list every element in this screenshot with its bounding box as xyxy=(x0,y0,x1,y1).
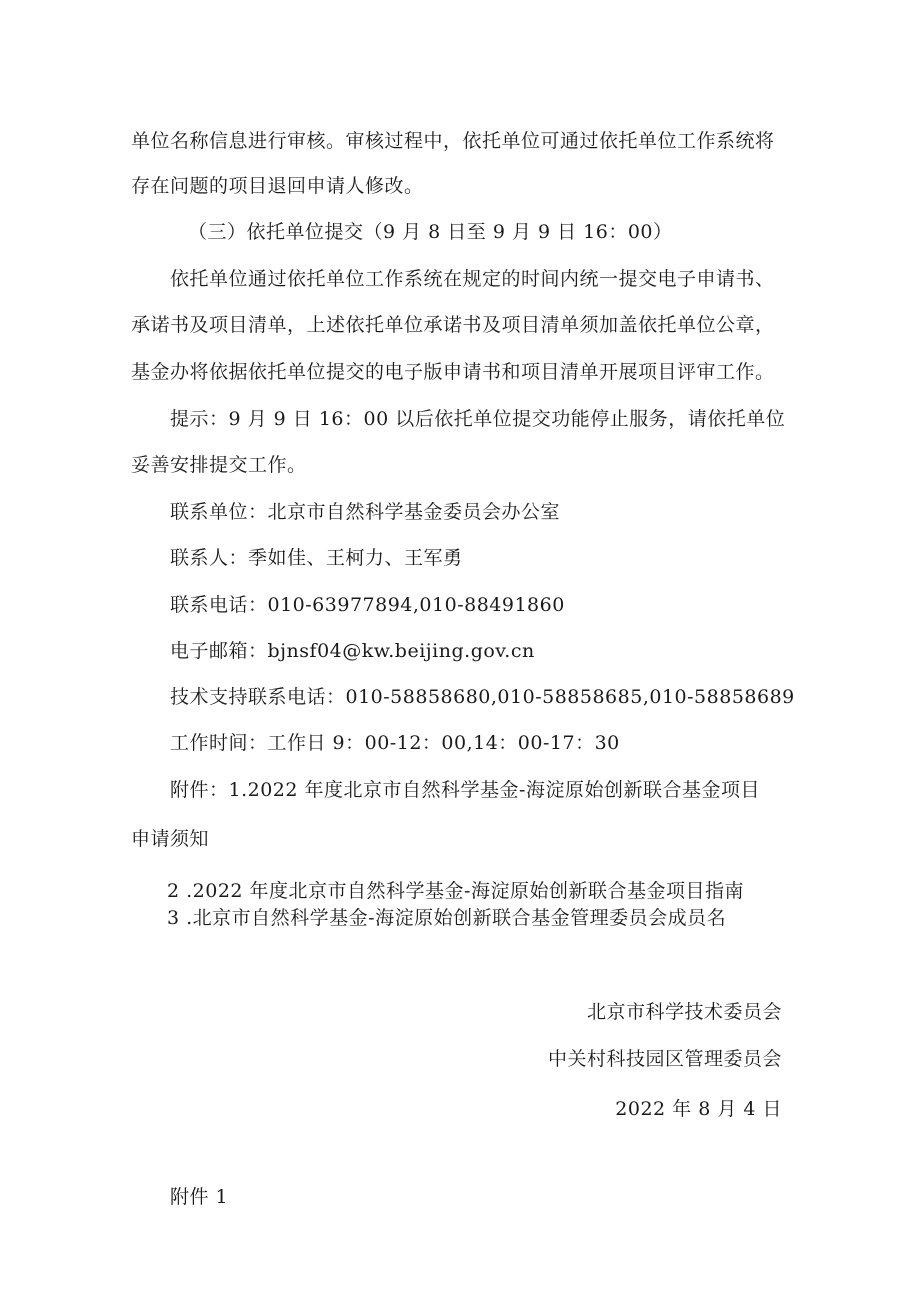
paragraph-line: 单位名称信息进行审核。审核过程中，依托单位可通过依托单位工作系统将 xyxy=(131,130,775,152)
annex-label: 附件 1 xyxy=(170,1186,229,1208)
signature-date: 2022 年 8 月 4 日 xyxy=(615,1098,782,1120)
section-heading: （三）依托单位提交（9 月 8 日至 9 月 9 日 16：00） xyxy=(188,221,673,243)
paragraph-line: 依托单位通过依托单位工作系统在规定的时间内统一提交电子申请书、 xyxy=(170,268,775,290)
tip-line: 妥善安排提交工作。 xyxy=(131,454,307,476)
attachment-item: 2 .2022 年度北京市自然科学基金-海淀原始创新联合基金项目指南 xyxy=(167,880,744,902)
contact-unit: 联系单位：北京市自然科学基金委员会办公室 xyxy=(170,501,561,523)
paragraph-line: 存在问题的项目退回申请人修改。 xyxy=(131,175,424,197)
signature-org: 中关村科技园区管理委员会 xyxy=(547,1048,782,1070)
contact-persons: 联系人：季如佳、王柯力、王军勇 xyxy=(170,547,463,569)
tech-support-phone: 技术支持联系电话：010-58858680,010-58858685,010-58858689 xyxy=(170,686,795,708)
contact-phone: 联系电话：010-63977894,010-88491860 xyxy=(170,594,565,616)
signature-org: 北京市科学技术委员会 xyxy=(586,1001,782,1023)
paragraph-line: 基金办将依据依托单位提交的电子版申请书和项目清单开展项目评审工作。 xyxy=(131,361,775,383)
attachment-item: 附件：1.2022 年度北京市自然科学基金-海淀原始创新联合基金项目 xyxy=(170,779,760,801)
working-hours: 工作时间：工作日 9：00-12：00,14：00-17：30 xyxy=(170,732,620,754)
attachment-item: 3 .北京市自然科学基金-海淀原始创新联合基金管理委员会成员名 xyxy=(167,907,727,929)
contact-email: 电子邮箱：bjnsf04@kw.beijing.gov.cn xyxy=(170,640,535,662)
paragraph-line: 承诺书及项目清单，上述依托单位承诺书及项目清单须加盖依托单位公章， xyxy=(131,314,775,336)
attachment-item: 申请须知 xyxy=(131,828,210,850)
tip-line: 提示：9 月 9 日 16：00 以后依托单位提交功能停止服务，请依托单位 xyxy=(170,408,786,430)
